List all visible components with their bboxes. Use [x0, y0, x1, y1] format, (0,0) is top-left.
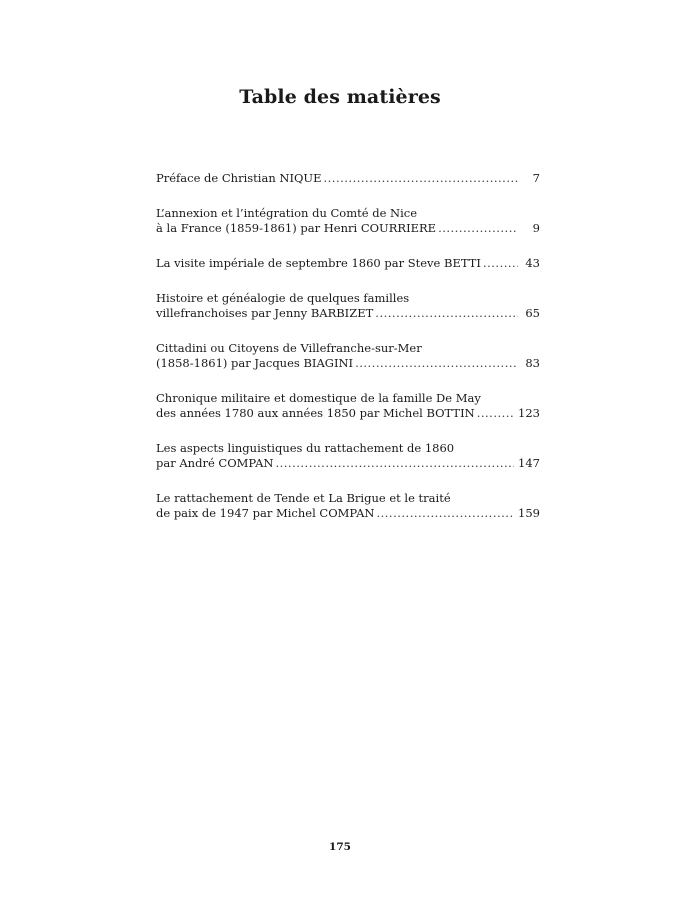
toc-entry-linguistique	[156, 441, 540, 471]
toc-page-number: 147	[518, 456, 540, 470]
toc-entry-chronique	[156, 391, 540, 421]
toc-entry-title-continued: villefranchoises par Jenny BARBIZET	[156, 306, 374, 320]
toc-entry-title-continued: à la France (1859-1861) par Henri COURRIERE	[156, 221, 437, 235]
dot-leader	[275, 456, 514, 471]
toc-entry-title: La visite impériale de septembre 1860 par Steve BETTI	[156, 256, 481, 270]
toc-entry-title: Le rattachement de Tende et La Brigue et le traité	[156, 491, 451, 505]
toc-entry-title-continued: des années 1780 aux années 1850 par Michel BOTTIN	[156, 406, 475, 420]
toc-entry-title: Cittadini ou Citoyens de Villefranche-sur-Mer	[156, 341, 422, 355]
dot-leader	[375, 306, 518, 321]
dot-leader	[324, 171, 519, 186]
toc-page-number: 7	[532, 171, 540, 185]
toc-entry-title: Préface de Christian NIQUE	[156, 171, 322, 185]
page-title: Table des matières	[239, 86, 441, 108]
toc-entry-annexion	[156, 206, 540, 236]
toc-entry-title-continued: (1858-1861) par Jacques BIAGINI	[156, 356, 354, 370]
toc-entry-cittadini	[156, 341, 540, 371]
dot-leader	[477, 406, 514, 421]
toc-entry-genealogie	[156, 291, 540, 321]
toc-page-number: 43	[525, 256, 540, 270]
dot-leader	[355, 356, 518, 371]
toc-page-number: 65	[525, 306, 540, 320]
toc-page-number: 9	[532, 221, 540, 235]
dot-leader	[483, 256, 518, 271]
toc-entry-title: L’annexion et l’intégration du Comté de Nice	[156, 206, 418, 220]
toc-entry-visite-imperiale	[156, 256, 540, 271]
toc-entry-title-continued: par André COMPAN	[156, 456, 274, 470]
table-of-contents	[156, 171, 540, 541]
toc-entry-title: Histoire et généalogie de quelques familles	[156, 291, 410, 305]
toc-entry-preface	[156, 171, 540, 186]
toc-entry-tende-brigue	[156, 491, 540, 521]
toc-entry-title-continued: de paix de 1947 par Michel COMPAN	[156, 506, 375, 520]
dot-leader	[376, 506, 514, 521]
toc-entry-title: Chronique militaire et domestique de la famille De May	[156, 391, 481, 405]
toc-page-number: 123	[518, 406, 540, 420]
toc-page-number: 83	[525, 356, 540, 370]
page-folio: 175	[329, 841, 351, 853]
toc-entry-title: Les aspects linguistiques du rattachement de 1860	[156, 441, 455, 455]
dot-leader	[438, 221, 518, 236]
toc-page-number: 159	[518, 506, 540, 520]
